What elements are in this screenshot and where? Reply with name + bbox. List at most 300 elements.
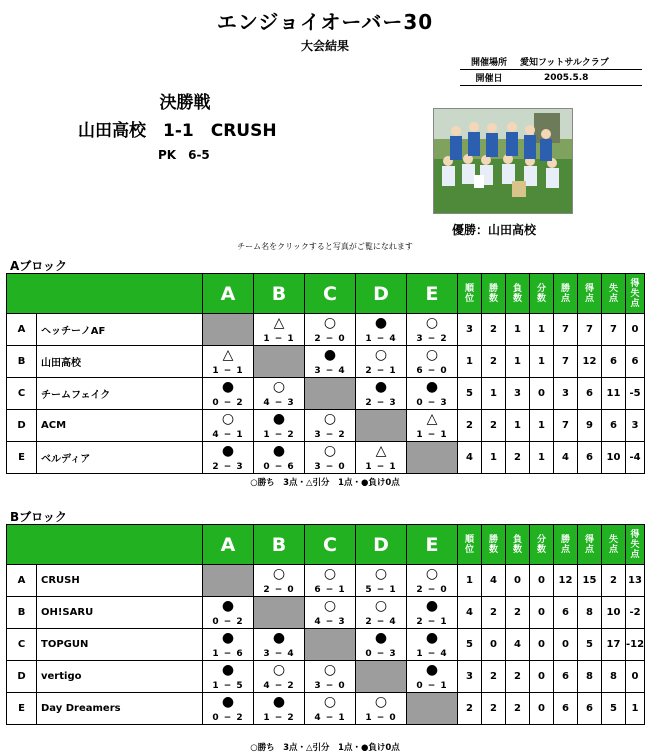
match-score: 2 − 0 — [416, 584, 448, 595]
result-symbol: ○ — [323, 565, 337, 582]
winner-team-photo[interactable] — [433, 108, 573, 214]
result-symbol: ○ — [425, 565, 439, 582]
stat-value: 6 — [554, 597, 578, 629]
stat-value: 5 — [578, 629, 602, 661]
match-result — [305, 411, 355, 441]
stat-value: 6 — [578, 693, 602, 725]
result-symbol: ○ — [323, 442, 337, 459]
match-result — [254, 379, 304, 409]
match-result-cell — [254, 442, 305, 474]
match-result-cell — [356, 629, 407, 661]
result-symbol: ● — [221, 693, 235, 710]
result-symbol: ○ — [323, 314, 337, 331]
team-row — [7, 378, 645, 410]
match-result — [305, 443, 355, 473]
stat-value: 0 — [530, 629, 554, 661]
column-header-d: D — [356, 525, 407, 565]
match-result-cell — [356, 442, 407, 474]
stat-header: 得 失 点 — [626, 274, 645, 314]
self-match-cell — [254, 346, 305, 378]
stat-header: 勝 点 — [554, 274, 578, 314]
match-score: 2 − 0 — [263, 584, 295, 595]
match-result-cell — [254, 565, 305, 597]
stat-value: 0 — [530, 661, 554, 693]
team-name-cell — [37, 597, 203, 629]
match-result — [407, 566, 457, 596]
team-name-cell — [37, 314, 203, 346]
match-score: 4 − 1 — [212, 429, 244, 440]
match-result — [305, 598, 355, 628]
match-score: 4 − 3 — [314, 616, 346, 627]
column-header-a: A — [203, 525, 254, 565]
match-result-cell — [305, 597, 356, 629]
match-result-cell — [203, 629, 254, 661]
match-result — [305, 315, 355, 345]
match-score: 1 − 4 — [416, 648, 448, 659]
match-score: 4 − 2 — [263, 680, 295, 691]
final-match-label: 決勝戦 — [159, 93, 211, 113]
match-result-cell — [203, 410, 254, 442]
match-result-cell — [407, 629, 458, 661]
match-result-cell — [254, 629, 305, 661]
match-result — [254, 662, 304, 692]
block-a-table — [6, 273, 645, 474]
match-score: 0 − 3 — [416, 397, 448, 408]
result-symbol: ● — [272, 629, 286, 646]
result-symbol: ○ — [374, 346, 388, 363]
team-row — [7, 565, 645, 597]
table-header-row — [7, 274, 645, 314]
stat-value: 6 — [602, 410, 626, 442]
stat-value: 0 — [626, 661, 645, 693]
page-title: エンジョイオーバー30 — [216, 10, 434, 34]
match-score: 3 − 2 — [314, 429, 346, 440]
stat-value: 2 — [482, 314, 506, 346]
match-score: 3 − 0 — [314, 680, 346, 691]
match-result — [356, 379, 406, 409]
stat-value: 5 — [602, 693, 626, 725]
match-result-cell — [254, 693, 305, 725]
stat-value: 8 — [602, 661, 626, 693]
match-result — [407, 662, 457, 692]
match-result — [407, 630, 457, 660]
stat-value: 4 — [482, 565, 506, 597]
stat-value: 2 — [506, 693, 530, 725]
match-result-cell — [356, 597, 407, 629]
match-result — [356, 598, 406, 628]
date-label: 開催日 — [460, 70, 518, 86]
match-score: 2 − 1 — [365, 365, 397, 376]
stat-header: 分 数 — [530, 525, 554, 565]
stat-value: 2 — [458, 693, 482, 725]
stat-header: 順 位 — [458, 274, 482, 314]
stat-header: 得 点 — [578, 525, 602, 565]
column-header-c: C — [305, 525, 356, 565]
self-match-cell — [356, 410, 407, 442]
match-result-cell — [407, 410, 458, 442]
stat-value: 12 — [554, 565, 578, 597]
result-symbol: ● — [221, 442, 235, 459]
team-row — [7, 629, 645, 661]
match-result — [305, 694, 355, 724]
match-result-cell — [356, 346, 407, 378]
stat-value: 1 — [482, 442, 506, 474]
stat-header: 分 数 — [530, 274, 554, 314]
team-name-cell — [37, 565, 203, 597]
self-match-cell — [407, 442, 458, 474]
stat-header: 勝 数 — [482, 525, 506, 565]
stat-value: -4 — [626, 442, 645, 474]
match-result-cell — [356, 693, 407, 725]
stat-value: 2 — [482, 693, 506, 725]
match-result-cell — [254, 378, 305, 410]
stat-value: 1 — [458, 346, 482, 378]
stat-value: 3 — [458, 661, 482, 693]
row-letter: D — [7, 410, 37, 442]
self-match-cell — [356, 661, 407, 693]
row-letter: C — [7, 629, 37, 661]
match-score: 4 − 3 — [263, 397, 295, 408]
match-result — [407, 411, 457, 441]
result-symbol: ● — [323, 346, 337, 363]
stat-header: 負 数 — [506, 274, 530, 314]
stat-value: 3 — [626, 410, 645, 442]
team-name-link[interactable]: チームフェイク — [41, 390, 111, 401]
block-a-label: Aブロック — [10, 259, 68, 273]
stat-value: 3 — [458, 314, 482, 346]
match-score: 2 − 0 — [314, 333, 346, 344]
result-symbol: ● — [221, 378, 235, 395]
photo-click-note: チーム名をクリックすると写真がご覧になれます — [237, 242, 413, 251]
column-header-c: C — [305, 274, 356, 314]
stat-value: 7 — [554, 314, 578, 346]
stat-header: 負 数 — [506, 525, 530, 565]
stat-value: 1 — [530, 346, 554, 378]
stat-value: 2 — [458, 410, 482, 442]
match-score: 1 − 1 — [263, 333, 295, 344]
stat-value: 0 — [530, 565, 554, 597]
stat-value: 2 — [482, 661, 506, 693]
stat-value: 7 — [554, 410, 578, 442]
self-match-cell — [203, 565, 254, 597]
result-symbol: ○ — [272, 378, 286, 395]
match-result-cell — [407, 314, 458, 346]
stat-value: 6 — [554, 693, 578, 725]
row-letter: D — [7, 661, 37, 693]
match-score: 6 − 0 — [416, 365, 448, 376]
result-symbol: △ — [222, 346, 234, 363]
match-result-cell — [407, 346, 458, 378]
stat-value: 2 — [506, 597, 530, 629]
stat-header: 勝 数 — [482, 274, 506, 314]
match-score: 3 − 0 — [314, 461, 346, 472]
stat-value: 4 — [554, 442, 578, 474]
stat-value: 10 — [602, 597, 626, 629]
stat-value: 0 — [554, 629, 578, 661]
match-result-cell — [254, 314, 305, 346]
venue-value: 愛知フットサルクラブ — [518, 54, 642, 70]
match-result-cell — [407, 661, 458, 693]
match-score: 0 − 2 — [212, 616, 244, 627]
match-result-cell — [203, 597, 254, 629]
team-name-link[interactable]: TOPGUN — [41, 639, 89, 650]
team-name-cell — [37, 346, 203, 378]
stat-value: 1 — [506, 314, 530, 346]
stat-value: 2 — [482, 346, 506, 378]
match-score: 1 − 4 — [365, 333, 397, 344]
match-result — [203, 662, 253, 692]
match-result-cell — [305, 693, 356, 725]
stat-value: 1 — [506, 410, 530, 442]
block-b-table — [6, 524, 645, 725]
team-name-link[interactable]: ベルディア — [41, 454, 91, 465]
event-info — [460, 54, 642, 86]
team-name-cell — [37, 693, 203, 725]
team-row — [7, 410, 645, 442]
team-name-cell — [37, 661, 203, 693]
result-symbol: ○ — [272, 661, 286, 678]
result-symbol: ● — [272, 410, 286, 427]
match-result-cell — [254, 661, 305, 693]
stat-value: 0 — [482, 629, 506, 661]
row-letter: A — [7, 565, 37, 597]
result-symbol: ● — [374, 314, 388, 331]
match-result-cell — [407, 597, 458, 629]
team-row — [7, 661, 645, 693]
stat-value: 5 — [458, 378, 482, 410]
match-result-cell — [305, 661, 356, 693]
match-result-cell — [305, 314, 356, 346]
column-header-a: A — [203, 274, 254, 314]
match-result — [203, 411, 253, 441]
team-row — [7, 314, 645, 346]
result-symbol: ○ — [323, 693, 337, 710]
stat-value: 13 — [626, 565, 645, 597]
stat-value: 1 — [506, 346, 530, 378]
stat-value: 7 — [578, 314, 602, 346]
match-result-cell — [305, 410, 356, 442]
team-row — [7, 597, 645, 629]
stat-value: 8 — [578, 597, 602, 629]
column-header-e: E — [407, 274, 458, 314]
self-match-cell — [254, 597, 305, 629]
header-team-cell — [7, 525, 203, 565]
stat-value: 11 — [602, 378, 626, 410]
result-symbol: ○ — [323, 661, 337, 678]
self-match-cell — [203, 314, 254, 346]
stat-value: 1 — [458, 565, 482, 597]
match-result — [407, 347, 457, 377]
stat-header: 得 失 点 — [626, 525, 645, 565]
match-result — [407, 315, 457, 345]
result-symbol: ○ — [221, 410, 235, 427]
match-score: 1 − 5 — [212, 680, 244, 691]
stat-value: 0 — [626, 314, 645, 346]
column-header-b: B — [254, 274, 305, 314]
stat-value: 7 — [554, 346, 578, 378]
match-result-cell — [407, 565, 458, 597]
match-score: 1 − 2 — [263, 712, 295, 723]
stat-value: 4 — [458, 597, 482, 629]
match-result-cell — [203, 378, 254, 410]
match-score: 3 − 4 — [314, 365, 346, 376]
match-score: 3 − 4 — [263, 648, 295, 659]
result-symbol: ○ — [323, 597, 337, 614]
match-result — [356, 443, 406, 473]
result-symbol: ● — [272, 693, 286, 710]
result-symbol: △ — [273, 314, 285, 331]
match-result-cell — [203, 442, 254, 474]
match-score: 0 − 2 — [212, 712, 244, 723]
stat-value: 6 — [554, 661, 578, 693]
match-result — [254, 694, 304, 724]
stat-value: 2 — [506, 661, 530, 693]
row-letter: B — [7, 346, 37, 378]
result-symbol: ● — [221, 597, 235, 614]
team-name-cell — [37, 629, 203, 661]
result-symbol: ● — [425, 597, 439, 614]
stat-value: 1 — [482, 378, 506, 410]
stat-value: 1 — [530, 314, 554, 346]
stat-value: 3 — [506, 378, 530, 410]
match-result — [254, 630, 304, 660]
stat-value: 15 — [578, 565, 602, 597]
team-name-link[interactable]: ヘッチーノAF — [41, 326, 106, 337]
match-result — [203, 379, 253, 409]
result-symbol: ○ — [425, 314, 439, 331]
match-result-cell — [356, 565, 407, 597]
result-symbol: ○ — [374, 597, 388, 614]
column-header-d: D — [356, 274, 407, 314]
team-name-cell — [37, 378, 203, 410]
stat-header: 失 点 — [602, 525, 626, 565]
stat-value: 0 — [530, 597, 554, 629]
row-letter: C — [7, 378, 37, 410]
result-symbol: △ — [375, 442, 387, 459]
result-symbol: ● — [374, 378, 388, 395]
match-score: 0 − 2 — [212, 397, 244, 408]
stat-value: 1 — [626, 693, 645, 725]
block-b-legend: ○勝ち 3点・△引分 1点・●負け0点 — [250, 743, 400, 753]
team-row — [7, 442, 645, 474]
result-symbol: ○ — [374, 565, 388, 582]
match-result — [305, 347, 355, 377]
venue-label: 開催場所 — [460, 54, 518, 70]
column-header-e: E — [407, 525, 458, 565]
column-header-b: B — [254, 525, 305, 565]
stat-value: 1 — [530, 410, 554, 442]
team-name-link[interactable]: Day Dreamers — [41, 703, 121, 714]
match-score: 2 − 1 — [416, 616, 448, 627]
match-result — [203, 694, 253, 724]
match-score: 1 − 1 — [365, 461, 397, 472]
match-result-cell — [305, 442, 356, 474]
result-symbol: ● — [374, 629, 388, 646]
match-result-cell — [254, 410, 305, 442]
stat-value: 2 — [602, 565, 626, 597]
stat-value: 5 — [458, 629, 482, 661]
page-subtitle: 大会結果 — [300, 39, 349, 53]
match-result — [356, 347, 406, 377]
stat-value: -5 — [626, 378, 645, 410]
match-result — [254, 411, 304, 441]
stat-value: 4 — [506, 629, 530, 661]
team-photo-image — [434, 109, 572, 213]
stat-header: 得 点 — [578, 274, 602, 314]
team-name-link[interactable]: ACM — [41, 420, 67, 431]
team-row — [7, 346, 645, 378]
final-match-score: 山田高校 1-1 CRUSH — [78, 121, 277, 141]
stat-value: 9 — [578, 410, 602, 442]
result-symbol: ○ — [425, 346, 439, 363]
self-match-cell — [407, 693, 458, 725]
result-symbol: ○ — [374, 693, 388, 710]
match-result-cell — [203, 346, 254, 378]
stat-value: 1 — [530, 442, 554, 474]
team-name-link[interactable]: vertigo — [41, 671, 82, 682]
match-result-cell — [305, 565, 356, 597]
stat-value: 17 — [602, 629, 626, 661]
stat-header: 勝 点 — [554, 525, 578, 565]
stat-value: 6 — [578, 378, 602, 410]
match-score: 6 − 1 — [314, 584, 346, 595]
match-score: 1 − 1 — [212, 365, 244, 376]
self-match-cell — [305, 378, 356, 410]
date-value: 2005.5.8 — [518, 70, 642, 86]
match-score: 5 − 1 — [365, 584, 397, 595]
match-result — [203, 443, 253, 473]
stat-value: 6 — [578, 442, 602, 474]
stat-value: 2 — [482, 410, 506, 442]
match-result — [356, 315, 406, 345]
match-result-cell — [203, 661, 254, 693]
match-score: 1 − 0 — [365, 712, 397, 723]
match-score: 3 − 2 — [416, 333, 448, 344]
match-score: 0 − 6 — [263, 461, 295, 472]
final-pk-score: PK 6-5 — [158, 148, 210, 162]
self-match-cell — [305, 629, 356, 661]
match-score: 2 − 4 — [365, 616, 397, 627]
match-score: 1 − 1 — [416, 429, 448, 440]
match-result-cell — [203, 693, 254, 725]
match-result — [407, 598, 457, 628]
stat-value: 8 — [578, 661, 602, 693]
match-score: 1 − 2 — [263, 429, 295, 440]
stat-value: -2 — [626, 597, 645, 629]
result-symbol: ● — [425, 378, 439, 395]
result-symbol: ○ — [323, 410, 337, 427]
stat-value: 2 — [482, 597, 506, 629]
stat-value: 7 — [602, 314, 626, 346]
stat-header: 順 位 — [458, 525, 482, 565]
match-result — [407, 379, 457, 409]
match-result-cell — [407, 378, 458, 410]
result-symbol: ● — [221, 661, 235, 678]
match-result — [356, 630, 406, 660]
table-header-row — [7, 525, 645, 565]
match-result — [305, 566, 355, 596]
stat-value: 2 — [506, 442, 530, 474]
result-symbol: ● — [425, 661, 439, 678]
row-letter: E — [7, 693, 37, 725]
team-name-link[interactable]: CRUSH — [41, 575, 80, 586]
team-name-link[interactable]: 山田高校 — [41, 358, 81, 369]
row-letter: B — [7, 597, 37, 629]
stat-value: 0 — [530, 378, 554, 410]
row-letter: A — [7, 314, 37, 346]
team-name-link[interactable]: OH!SARU — [41, 607, 94, 618]
row-letter: E — [7, 442, 37, 474]
